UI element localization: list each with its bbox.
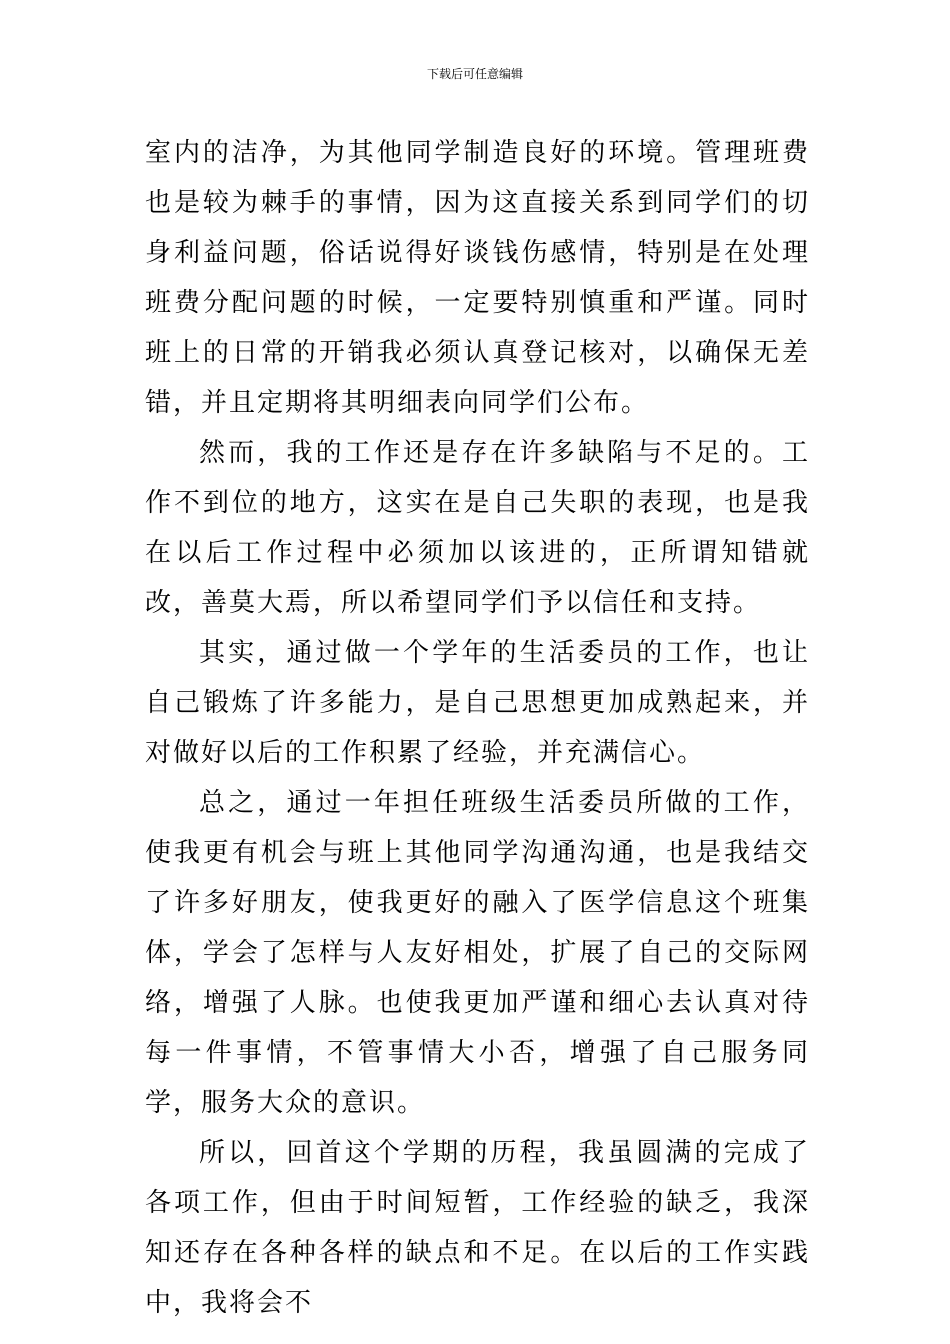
paragraph-1: 室内的洁净，为其他同学制造良好的环境。管理班费也是较为棘手的事情，因为这直接关系到同学们的切身利益问题，俗话说得好谈钱伤感情，特别是在处理班费分配问题的时候，一定要特别慎重和严谨。同时班上的日常的开销我必须认真登记核对，以确保无差错，并且定期将其明细表向同学们公布。 <box>145 138 810 418</box>
paragraph-5: 所以，回首这个学期的历程，我虽圆满的完成了各项工作，但由于时间短暂，工作经验的缺乏，我深知还存在各种各样的缺点和不足。在以后的工作实践中，我将会不 <box>145 1138 810 1318</box>
document-body <box>145 128 810 1328</box>
paragraph-4: 总之，通过一年担任班级生活委员所做的工作，使我更有机会与班上其他同学沟通沟通，也是我结交了许多好朋友，使我更好的融入了医学信息这个班集体，学会了怎样与人友好相处，扩展了自己的交际网络，增强了人脉。也使我更加严谨和细心去认真对待每一件事情，不管事情大小否，增强了自己服务同学，服务大众的意识。 <box>145 788 810 1118</box>
paragraph-2: 然而，我的工作还是存在许多缺陷与不足的。工作不到位的地方，这实在是自己失职的表现，也是我在以后工作过程中必须加以该进的，正所谓知错就改，善莫大焉，所以希望同学们予以信任和支持。 <box>145 438 810 618</box>
page-header-note: 下载后可任意编辑 <box>426 67 523 81</box>
paragraph-3: 其实，通过做一个学年的生活委员的工作，也让自己锻炼了许多能力，是自己思想更加成熟起来，并对做好以后的工作积累了经验，并充满信心。 <box>145 638 810 768</box>
